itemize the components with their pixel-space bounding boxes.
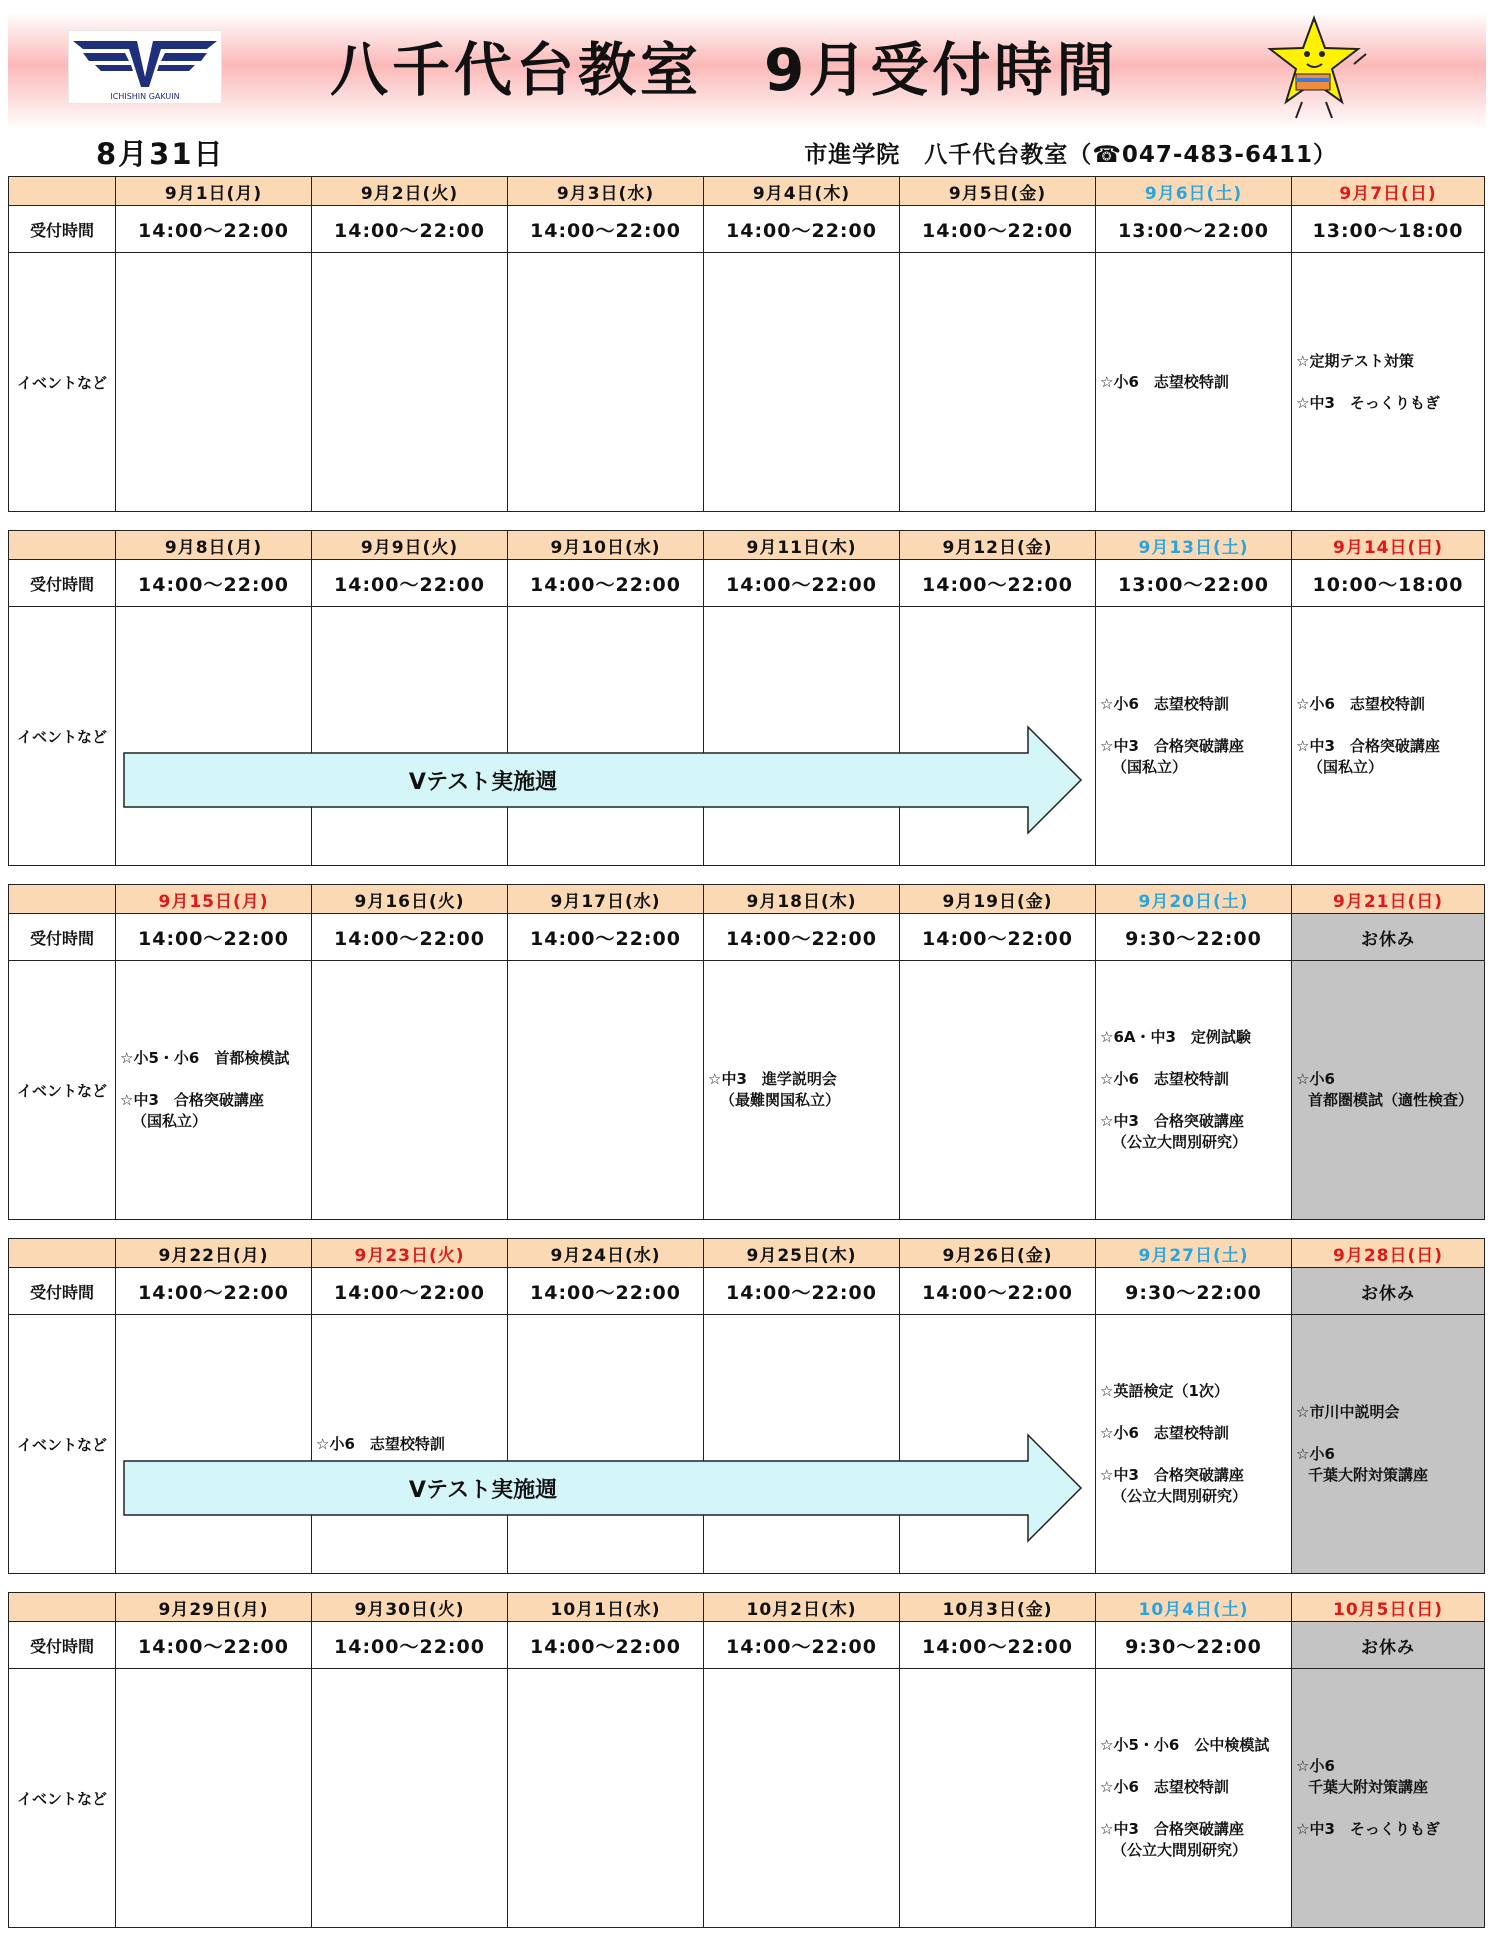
event-item [1100,1735,1291,1756]
hours-cell: 14:00～22:00 [116,560,312,607]
hours-cell: 10:00～18:00 [1292,560,1485,607]
event-item [708,1069,899,1111]
corner-cell [9,531,116,560]
events-row [9,961,1485,1220]
corner-cell [9,885,116,914]
date-cell: 9月8日(月) [116,531,312,560]
hours-cell: 14:00～22:00 [312,206,508,253]
v-test-week-label: Vテスト実施週 [408,770,558,795]
date-cell: 9月17日(水) [508,885,704,914]
date-cell: 9月22日(月) [116,1239,312,1268]
date-cell: 9月19日(金) [900,885,1096,914]
event-text: ☆英語検定（1次） [1100,1382,1229,1400]
event-text: （公立大問別研究） [1112,1841,1248,1859]
date-cell: 9月10日(水) [508,531,704,560]
events-cell [1096,961,1292,1220]
events-row [9,253,1485,512]
events-label: イベントなど [9,607,116,866]
event-list [1096,372,1291,393]
event-text: ☆小6 志望校特訓 [1296,695,1425,713]
hours-cell: 14:00～22:00 [116,914,312,961]
date-cell: 9月12日(金) [900,531,1096,560]
hours-row [9,1268,1485,1315]
events-cell [312,1669,508,1928]
event-text: （国私立） [132,1112,208,1130]
hours-cell: 14:00～22:00 [704,1268,900,1315]
event-text: ☆定期テスト対策 [1296,351,1414,370]
hours-cell: 9:30～22:00 [1096,1268,1292,1315]
date-cell: 9月15日(月) [116,885,312,914]
date-cell: 9月1日(月) [116,177,312,206]
hours-row [9,206,1485,253]
event-text: ☆中3 進学説明会 [708,1070,837,1088]
events-cell [312,961,508,1220]
events-cell [1096,1669,1292,1928]
corner-cell [9,177,116,206]
event-list [1096,1381,1291,1507]
date-cell: 9月3日(水) [508,177,704,206]
event-text: ☆市川中説明会 [1296,1403,1400,1421]
event-text: ☆小6 志望校特訓 [1100,695,1229,713]
date-cell: 10月1日(水) [508,1593,704,1622]
contact-info: 市進学院 八千代台教室（☎047-483-6411） [804,142,1337,168]
event-text: ☆小6 志望校特訓 [316,1434,445,1453]
hours-cell: 14:00～22:00 [312,560,508,607]
event-item [1100,1465,1291,1507]
date-cell: 10月5日(日) [1292,1593,1485,1622]
hours-cell: 14:00～22:00 [900,1622,1096,1669]
events-cell [1292,1315,1485,1574]
week-2 [8,530,1484,866]
event-list [1096,1027,1291,1153]
hours-cell: 14:00～22:00 [116,1268,312,1315]
star-mascot-icon [1262,14,1372,130]
events-label: イベントなど [9,1669,116,1928]
hours-row [9,560,1485,607]
hours-cell: 14:00～22:00 [508,914,704,961]
event-item [1296,351,1484,372]
event-text: （最難関国私立） [720,1091,841,1109]
event-text: ☆小6 志望校特訓 [1100,372,1229,391]
hours-cell: 14:00～22:00 [900,914,1096,961]
event-text: ☆中3 合格突破講座 [1296,737,1440,755]
hours-label: 受付時間 [9,1622,116,1669]
week-table [8,176,1485,512]
hours-cell: 14:00～22:00 [704,560,900,607]
date-cell: 9月2日(火) [312,177,508,206]
hours-cell: 14:00～22:00 [900,560,1096,607]
event-item [120,1048,311,1069]
corner-cell [9,1239,116,1268]
events-cell [508,961,704,1220]
date-cell: 9月23日(火) [312,1239,508,1268]
week-5 [8,1592,1484,1928]
date-row [9,1593,1485,1622]
event-text: ☆中3 合格突破講座 [1100,1112,1244,1130]
hours-cell: お休み [1292,1268,1485,1315]
event-text: ☆中3 そっくりもぎ [1296,1820,1440,1838]
hours-cell: 14:00～22:00 [704,914,900,961]
event-item [1100,1111,1291,1153]
page-title: 八千代台教室 9月受付時間 [330,36,1119,104]
events-cell [1292,607,1485,866]
event-list [1292,1069,1484,1111]
event-item [1296,1444,1484,1486]
event-text: 千葉大附対策講座 [1308,1778,1429,1796]
date-cell: 9月9日(火) [312,531,508,560]
date-cell: 9月4日(木) [704,177,900,206]
date-cell: 9月11日(木) [704,531,900,560]
event-list [1292,1402,1484,1486]
hours-cell: 14:00～22:00 [312,1622,508,1669]
events-cell [312,253,508,512]
event-list [116,1048,311,1132]
events-cell [508,253,704,512]
date-cell: 9月27日(土) [1096,1239,1292,1268]
hours-cell: 9:30～22:00 [1096,914,1292,961]
corner-cell [9,1593,116,1622]
events-cell [116,253,312,512]
event-item [120,1090,311,1132]
date-cell: 9月18日(木) [704,885,900,914]
hours-cell: 13:00～22:00 [1096,560,1292,607]
event-item [1100,694,1291,715]
hours-row [9,914,1485,961]
date-cell: 9月6日(土) [1096,177,1292,206]
date-cell: 9月25日(木) [704,1239,900,1268]
events-label: イベントなど [9,961,116,1220]
date-cell: 9月21日(日) [1292,885,1485,914]
hours-cell: 13:00～18:00 [1292,206,1485,253]
hours-cell: 14:00～22:00 [508,1268,704,1315]
date-cell: 9月14日(日) [1292,531,1485,560]
event-item [1100,1069,1291,1090]
hours-cell: 14:00～22:00 [508,560,704,607]
hours-cell: 9:30～22:00 [1096,1622,1292,1669]
hours-cell: 14:00～22:00 [508,1622,704,1669]
date-cell: 9月28日(日) [1292,1239,1485,1268]
date-row [9,885,1485,914]
date-cell: 9月30日(火) [312,1593,508,1622]
event-item [1296,393,1484,414]
date-cell: 9月13日(土) [1096,531,1292,560]
events-cell [1096,607,1292,866]
event-text: ☆6A・中3 定例試験 [1100,1028,1251,1046]
events-cell [1292,961,1485,1220]
events-cell [116,961,312,1220]
event-item [1296,1819,1484,1840]
events-cell [508,1669,704,1928]
event-item [1296,1402,1484,1423]
events-cell [704,961,900,1220]
hours-cell: 14:00～22:00 [312,914,508,961]
events-cell [1292,253,1485,512]
hours-cell: 14:00～22:00 [704,206,900,253]
date-cell: 9月24日(水) [508,1239,704,1268]
event-text: 千葉大附対策講座 [1308,1466,1429,1484]
week-1 [8,176,1484,512]
week-table [8,1592,1485,1928]
hours-cell: お休み [1292,1622,1485,1669]
hours-cell: 14:00～22:00 [900,1268,1096,1315]
event-item [1100,1777,1291,1798]
event-text: （国私立） [1308,758,1384,776]
hours-label: 受付時間 [9,206,116,253]
event-item [1100,736,1291,778]
event-item [1100,1027,1291,1048]
hours-label: 受付時間 [9,560,116,607]
issue-date: 8月31日 [96,137,225,171]
week-table [8,884,1485,1220]
date-cell: 9月20日(土) [1096,885,1292,914]
event-list [1292,351,1484,414]
event-list [1096,694,1291,778]
event-item [1100,1819,1291,1861]
events-cell [1292,1669,1485,1928]
date-row [9,531,1485,560]
hours-cell: 14:00～22:00 [900,206,1096,253]
hours-row [9,1622,1485,1669]
event-item [1296,736,1484,778]
events-cell [1096,1315,1292,1574]
events-label: イベントなど [9,1315,116,1574]
events-cell [900,961,1096,1220]
event-text: （国私立） [1112,758,1188,776]
event-item [1100,1381,1291,1402]
v-test-week-label: Vテスト実施週 [408,1478,558,1503]
week-3 [8,884,1484,1220]
events-cell [1096,253,1292,512]
hours-cell: 14:00～22:00 [312,1268,508,1315]
week-4 [8,1238,1484,1574]
date-cell: 9月29日(月) [116,1593,312,1622]
date-row [9,177,1485,206]
event-text: ☆中3 合格突破講座 [120,1091,264,1109]
event-text: （公立大問別研究） [1112,1133,1248,1151]
events-row [9,1669,1485,1928]
event-item [1296,1756,1484,1798]
date-cell: 10月3日(金) [900,1593,1096,1622]
event-list [1292,694,1484,778]
event-text: ☆小6 志望校特訓 [1100,1424,1229,1442]
date-row [9,1239,1485,1268]
date-cell: 9月16日(火) [312,885,508,914]
event-text: （公立大問別研究） [1112,1487,1248,1505]
date-cell: 9月7日(日) [1292,177,1485,206]
event-item [1100,1423,1291,1444]
date-cell: 10月2日(木) [704,1593,900,1622]
event-item [1296,694,1484,715]
date-cell: 9月26日(金) [900,1239,1096,1268]
hours-cell: 14:00～22:00 [116,1622,312,1669]
event-text: ☆中3 合格突破講座 [1100,1466,1244,1484]
event-text: ☆小6 [1296,1070,1335,1088]
hours-cell: 13:00～22:00 [1096,206,1292,253]
event-text: ☆小5・小6 公中検模試 [1100,1736,1270,1754]
event-text: ☆小6 志望校特訓 [1100,1070,1229,1088]
event-text: ☆小6 [1296,1445,1335,1463]
event-list [1292,1756,1484,1840]
hours-cell: 14:00～22:00 [116,206,312,253]
hours-label: 受付時間 [9,914,116,961]
event-text: ☆小6 志望校特訓 [1100,1778,1229,1796]
events-cell [900,1669,1096,1928]
events-cell [704,1669,900,1928]
event-text: 首都圏模試（適性検査） [1308,1091,1474,1109]
events-label: イベントなど [9,253,116,512]
event-text: ☆中3 合格突破講座 [1100,1820,1244,1838]
events-cell [116,1669,312,1928]
date-cell: 9月5日(金) [900,177,1096,206]
hours-cell: 14:00～22:00 [508,206,704,253]
event-text: ☆中3 合格突破講座 [1100,737,1244,755]
event-text: ☆中3 そっくりもぎ [1296,393,1440,412]
event-item [1296,1069,1484,1111]
events-cell [900,253,1096,512]
hours-cell: お休み [1292,914,1485,961]
event-text: ☆小5・小6 首都検模試 [120,1049,290,1067]
school-logo [68,30,222,104]
hours-label: 受付時間 [9,1268,116,1315]
event-item [1100,372,1291,393]
event-list [704,1069,899,1111]
event-text: ☆小6 [1296,1757,1335,1775]
logo-text: ICHISHIN GAKUIN [110,92,180,101]
date-cell: 10月4日(土) [1096,1593,1292,1622]
hours-cell: 14:00～22:00 [704,1622,900,1669]
events-cell [704,253,900,512]
event-list [1096,1735,1291,1861]
